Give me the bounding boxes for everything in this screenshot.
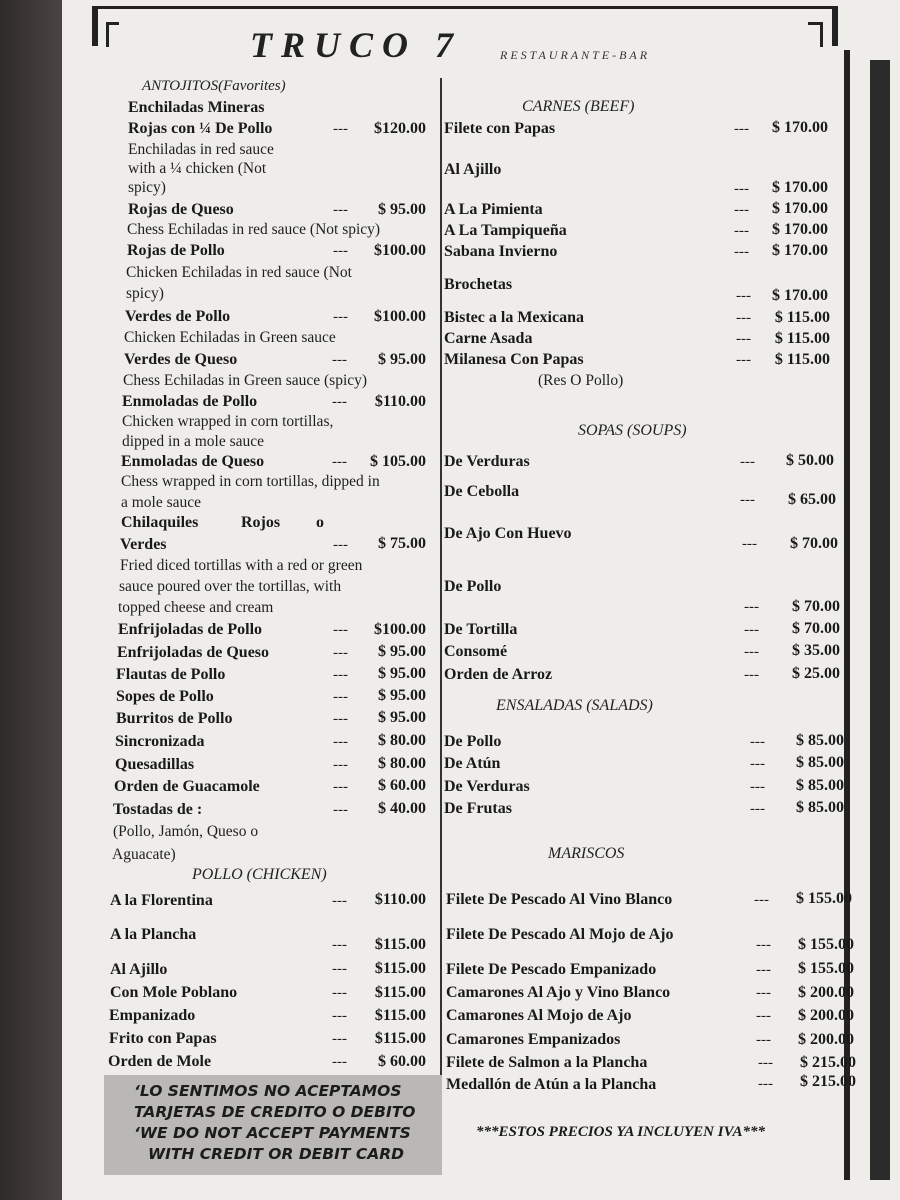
section-header-ensaladas: ENSALADAS (SALADS) xyxy=(496,697,653,714)
menu-item-price: $ 155.00 xyxy=(796,890,852,907)
menu-item-price: $ 95.00 xyxy=(378,687,426,704)
price-dash: --- xyxy=(750,756,765,772)
price-dash: --- xyxy=(333,622,348,638)
menu-item-name: Brochetas xyxy=(444,276,513,293)
price-dash: --- xyxy=(333,537,348,553)
menu-item-description: dipped in a mole sauce xyxy=(122,433,265,450)
menu-item-price: $ 170.00 xyxy=(772,200,828,217)
menu-item-price: $ 25.00 xyxy=(792,665,840,682)
menu-item-name: Frito con Papas xyxy=(109,1030,217,1047)
menu-item-name: Carne Asada xyxy=(444,330,533,347)
price-dash: --- xyxy=(332,893,347,909)
price-dash: --- xyxy=(744,599,759,615)
menu-item-price: $100.00 xyxy=(374,242,426,259)
restaurant-name: TRUCO 7 xyxy=(250,25,463,65)
price-dash: --- xyxy=(736,288,751,304)
price-dash: --- xyxy=(332,394,347,410)
menu-item-description: Chess Echiladas in red sauce (Not spicy) xyxy=(127,221,381,238)
menu-item-price: $ 170.00 xyxy=(772,221,828,238)
menu-item-name: De Cebolla xyxy=(444,483,520,500)
menu-item-price: $ 70.00 xyxy=(792,620,840,637)
menu-item-description: sauce poured over the tortillas, with xyxy=(119,578,342,595)
background-shadow xyxy=(0,0,62,1200)
menu-item-name: Enmoladas de Queso xyxy=(121,453,265,470)
menu-item-name: De Pollo xyxy=(444,733,502,750)
menu-item-price: $115.00 xyxy=(374,960,426,977)
column-divider xyxy=(440,78,442,1128)
price-dash: --- xyxy=(756,1032,771,1048)
price-dash: --- xyxy=(736,352,751,368)
menu-item-name: De Verduras xyxy=(444,778,530,795)
menu-item-price: $ 170.00 xyxy=(772,179,828,196)
item-group-enchiladas-mineras: Enchiladas Mineras xyxy=(128,99,265,116)
menu-item-description: a mole sauce xyxy=(121,494,202,511)
price-dash: --- xyxy=(332,1008,347,1024)
menu-item-name: Con Mole Poblano xyxy=(110,984,238,1001)
menu-item-name: Filete De Pescado Empanizado xyxy=(446,961,657,978)
menu-item-description: with a ¼ chicken (Not xyxy=(128,160,267,177)
price-dash: --- xyxy=(734,223,749,239)
menu-item-price: $ 85.00 xyxy=(796,777,844,794)
menu-item-price: $100.00 xyxy=(374,308,426,325)
price-dash: --- xyxy=(756,962,771,978)
menu-item-description: Aguacate) xyxy=(112,846,176,863)
payment-notice-line: TARJETAS DE CREDITO O DEBITO xyxy=(134,1103,416,1121)
menu-item-description: Enchiladas in red sauce xyxy=(128,141,274,158)
menu-item-price: $115.00 xyxy=(374,1030,426,1047)
menu-item-name: Verdes de Queso xyxy=(124,351,238,368)
frame-border-left xyxy=(92,6,98,46)
payment-notice-line: WITH CREDIT OR DEBIT CARD xyxy=(148,1145,404,1163)
price-dash: --- xyxy=(332,961,347,977)
menu-item-name: Filete De Pescado Al Vino Blanco xyxy=(446,891,673,908)
menu-item-name: A la Plancha xyxy=(110,926,197,943)
price-dash: --- xyxy=(333,243,348,259)
price-dash: --- xyxy=(333,711,348,727)
menu-item-description: Chess wrapped in corn tortillas, dipped in xyxy=(121,473,380,490)
price-dash: --- xyxy=(742,536,757,552)
menu-item-price: $ 215.00 xyxy=(800,1054,856,1071)
menu-item-description: Fried diced tortillas with a red or green xyxy=(120,557,363,574)
price-dash: --- xyxy=(333,121,348,137)
price-dash: --- xyxy=(754,892,769,908)
price-dash: --- xyxy=(333,309,348,325)
menu-item-price: $100.00 xyxy=(374,621,426,638)
menu-item-name: A la Florentina xyxy=(110,892,213,909)
price-dash: --- xyxy=(333,202,348,218)
menu-item-price: $110.00 xyxy=(374,393,426,410)
menu-item-price: $ 95.00 xyxy=(378,709,426,726)
menu-item-name: Verdes de Pollo xyxy=(125,308,231,325)
price-dash: --- xyxy=(333,689,348,705)
price-dash: --- xyxy=(333,757,348,773)
menu-item-name: Orden de Mole xyxy=(108,1053,212,1070)
menu-item-name: Al Ajillo xyxy=(110,961,168,978)
price-dash: --- xyxy=(758,1055,773,1071)
menu-item-name: Filete con Papas xyxy=(444,120,556,137)
section-header-pollo: POLLO (CHICKEN) xyxy=(192,866,327,883)
menu-item-price: $110.00 xyxy=(374,891,426,908)
menu-item-name: Chilaquiles xyxy=(121,514,199,531)
menu-item-name: Tostadas de : xyxy=(113,801,203,818)
menu-item-name: Quesadillas xyxy=(115,756,195,773)
price-dash: --- xyxy=(333,779,348,795)
menu-item-name: De Pollo xyxy=(444,578,502,595)
price-dash: --- xyxy=(756,937,771,953)
price-dash: --- xyxy=(734,202,749,218)
menu-item-price: $ 70.00 xyxy=(792,598,840,615)
price-dash: --- xyxy=(333,802,348,818)
menu-item-name: Verdes xyxy=(120,536,167,553)
menu-item-price: $ 200.00 xyxy=(798,984,854,1001)
menu-item-price: $ 115.00 xyxy=(774,351,830,368)
price-dash: --- xyxy=(333,645,348,661)
menu-item-price: $ 85.00 xyxy=(796,754,844,771)
menu-item-name: Rojas con ¼ De Pollo xyxy=(128,120,273,137)
menu-item-name: Burritos de Pollo xyxy=(116,710,233,727)
frame-border-top xyxy=(92,6,836,9)
menu-item-name: Sincronizada xyxy=(115,733,205,750)
menu-item-name: Sabana Invierno xyxy=(444,243,558,260)
price-dash: --- xyxy=(740,454,755,470)
menu-item-name: Rojas de Pollo xyxy=(127,242,225,259)
menu-item-price: $ 40.00 xyxy=(378,800,426,817)
price-dash: --- xyxy=(750,779,765,795)
menu-item-price: $ 60.00 xyxy=(378,777,426,794)
menu-item-description: topped cheese and cream xyxy=(118,599,274,616)
menu-item-name: Orden de Arroz xyxy=(444,666,553,683)
section-header-antojitos: ANTOJITOS(Favorites) xyxy=(142,78,286,94)
menu-item-name: Camarones Al Ajo y Vino Blanco xyxy=(446,984,671,1001)
menu-item-price: $ 115.00 xyxy=(774,330,830,347)
menu-item-description: spicy) xyxy=(126,285,164,302)
menu-item-name: Sopes de Pollo xyxy=(116,688,214,705)
menu-item-price: $ 70.00 xyxy=(790,535,838,552)
price-dash: --- xyxy=(734,121,749,137)
price-dash: --- xyxy=(332,937,347,953)
price-dash: --- xyxy=(734,244,749,260)
side-rule-outer xyxy=(870,60,890,1180)
menu-item-name: Bistec a la Mexicana xyxy=(444,309,584,326)
menu-item-name: Rojos xyxy=(241,514,281,531)
section-header-mariscos: MARISCOS xyxy=(548,845,625,862)
menu-item-name: Filete De Pescado Al Mojo de Ajo xyxy=(446,926,674,943)
payment-notice-line: ‘WE DO NOT ACCEPT PAYMENTS xyxy=(134,1124,411,1142)
menu-item-price: $ 60.00 xyxy=(378,1053,426,1070)
price-dash: --- xyxy=(744,667,759,683)
menu-item-price: $ 200.00 xyxy=(798,1007,854,1024)
menu-item-description: Chicken Echiladas in red sauce (Not xyxy=(126,264,352,281)
menu-item-name: De Atún xyxy=(444,755,501,772)
menu-item-name: De Ajo Con Huevo xyxy=(444,525,572,542)
price-dash: --- xyxy=(756,1008,771,1024)
menu-item-description: Chicken wrapped in corn tortillas, xyxy=(122,413,334,430)
price-dash: --- xyxy=(750,734,765,750)
menu-item-name: A La Pimienta xyxy=(444,201,543,218)
menu-item-price: $ 65.00 xyxy=(788,491,836,508)
menu-item-name: Flautas de Pollo xyxy=(116,666,226,683)
price-dash: --- xyxy=(756,985,771,1001)
menu-item-price: $ 80.00 xyxy=(378,732,426,749)
menu-item-price: $115.00 xyxy=(374,984,426,1001)
menu-item-name: Filete de Salmon a la Plancha xyxy=(446,1054,648,1071)
menu-item-name: Camarones Empanizados xyxy=(446,1031,621,1048)
menu-item-description: Chess Echiladas in Green sauce (spicy) xyxy=(123,372,368,389)
menu-item-name: Enfrijoladas de Queso xyxy=(117,644,270,661)
menu-item-name: Empanizado xyxy=(109,1007,196,1024)
price-dash: --- xyxy=(744,622,759,638)
menu-item-price: $ 95.00 xyxy=(378,351,426,368)
frame-corner-right xyxy=(808,22,823,47)
menu-item-price: $ 170.00 xyxy=(772,287,828,304)
menu-item-name: Camarones Al Mojo de Ajo xyxy=(446,1007,632,1024)
frame-border-right xyxy=(832,6,838,46)
menu-item-description: spicy) xyxy=(128,179,166,196)
price-dash: --- xyxy=(736,331,751,347)
menu-item-price: $ 155.00 xyxy=(798,960,854,977)
price-dash: --- xyxy=(744,644,759,660)
menu-item-name: Consomé xyxy=(444,643,508,660)
section-header-sopas: SOPAS (SOUPS) xyxy=(578,422,687,439)
menu-item-name: Enfrijoladas de Pollo xyxy=(118,621,263,638)
menu-item-name: Orden de Guacamole xyxy=(114,778,260,795)
price-dash: --- xyxy=(332,454,347,470)
payment-notice-line: ‘LO SENTIMOS NO ACEPTAMOS xyxy=(134,1082,402,1100)
price-dash: --- xyxy=(332,352,347,368)
frame-corner-left xyxy=(106,22,119,47)
menu-item-price: $ 155.00 xyxy=(798,936,854,953)
price-dash: --- xyxy=(332,1031,347,1047)
tax-included-note: ***ESTOS PRECIOS YA INCLUYEN IVA*** xyxy=(476,1124,765,1140)
menu-item-name: A La Tampiqueña xyxy=(444,222,567,239)
menu-item-price: $ 85.00 xyxy=(796,732,844,749)
menu-item-name: Milanesa Con Papas xyxy=(444,351,584,368)
menu-item-price: $ 85.00 xyxy=(796,799,844,816)
price-dash: --- xyxy=(758,1076,773,1092)
menu-item-name: Enmoladas de Pollo xyxy=(122,393,258,410)
menu-item-description: Chicken Echiladas in Green sauce xyxy=(124,329,336,346)
menu-item-price: $120.00 xyxy=(374,120,426,137)
menu-item-price: $ 95.00 xyxy=(378,201,426,218)
price-dash: --- xyxy=(332,985,347,1001)
menu-item-price: $ 95.00 xyxy=(378,643,426,660)
restaurant-subtitle: RESTAURANTE-BAR xyxy=(500,48,651,62)
menu-item-price: $ 200.00 xyxy=(798,1031,854,1048)
price-dash: --- xyxy=(332,1054,347,1070)
menu-item-price: $ 95.00 xyxy=(378,665,426,682)
price-dash: --- xyxy=(750,801,765,817)
menu-item-price: $ 215.00 xyxy=(800,1073,856,1090)
menu-item-price: $ 50.00 xyxy=(786,452,834,469)
menu-item-name: Medallón de Atún a la Plancha xyxy=(446,1076,657,1093)
menu-item-name: De Frutas xyxy=(444,800,512,817)
menu-item-description: (Res O Pollo) xyxy=(538,372,624,389)
price-dash: --- xyxy=(736,310,751,326)
menu-item-price: $ 75.00 xyxy=(378,535,426,552)
price-dash: --- xyxy=(734,181,749,197)
price-dash: --- xyxy=(333,667,348,683)
menu-item-price: $ 80.00 xyxy=(378,755,426,772)
menu-item-name: Al Ajillo xyxy=(444,161,502,178)
menu-item-name: De Verduras xyxy=(444,453,530,470)
menu-item-name: o xyxy=(316,514,324,531)
menu-item-price: $ 105.00 xyxy=(370,453,426,470)
price-dash: --- xyxy=(740,492,755,508)
menu-item-price: $ 115.00 xyxy=(774,309,830,326)
menu-item-description: (Pollo, Jamón, Queso o xyxy=(113,823,259,840)
menu-item-price: $115.00 xyxy=(374,936,426,953)
menu-item-price: $ 170.00 xyxy=(772,119,828,136)
menu-item-name: De Tortilla xyxy=(444,621,518,638)
menu-item-price: $115.00 xyxy=(374,1007,426,1024)
menu-item-price: $ 35.00 xyxy=(792,642,840,659)
section-header-carnes: CARNES (BEEF) xyxy=(522,98,635,115)
price-dash: --- xyxy=(333,734,348,750)
menu-item-name: Rojas de Queso xyxy=(128,201,234,218)
menu-item-price: $ 170.00 xyxy=(772,242,828,259)
